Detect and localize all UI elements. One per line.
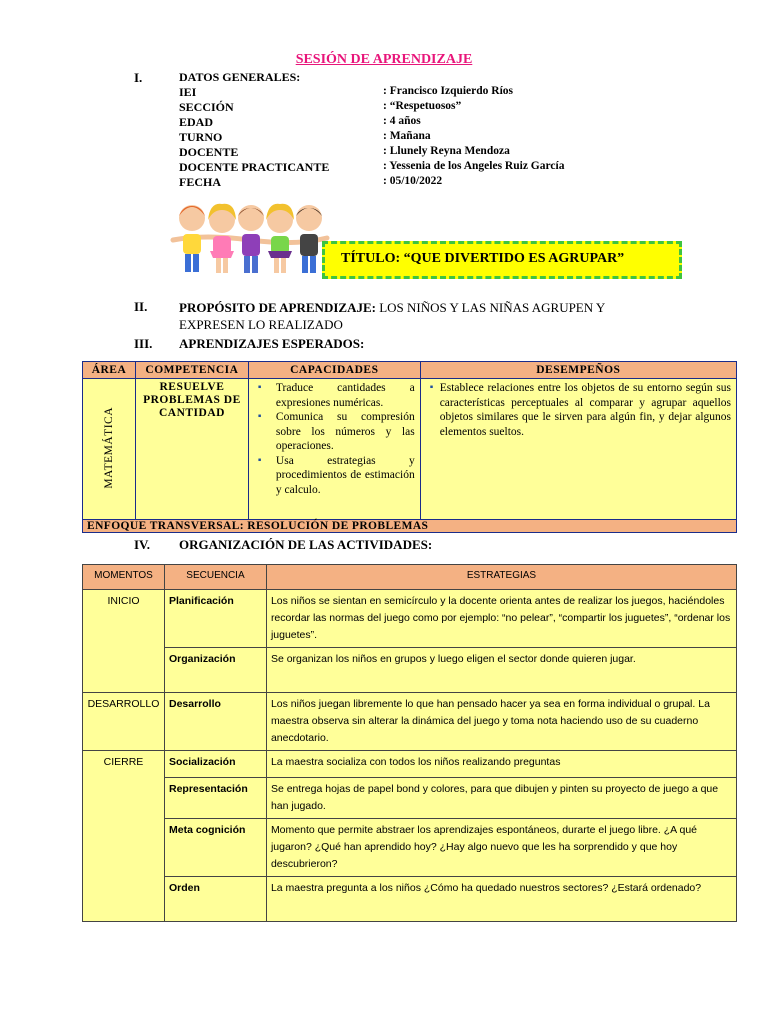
strategy-cell: Se entrega hojas de papel bond y colores, para que dibujen y pinten su proyecto de juego a que han jugado.: [266, 778, 736, 819]
area-cell: [83, 379, 136, 520]
sequence-cell: Representación: [164, 778, 266, 819]
table-header-row: [83, 565, 737, 590]
section2-numeral: II.: [134, 299, 148, 314]
field-label-docente-practicante: DOCENTE PRACTICANTE: [179, 160, 330, 174]
section2-heading: PROPÓSITO DE APRENDIZAJE:: [179, 300, 376, 315]
field-value-turno: : Mañana: [383, 130, 431, 142]
table-row: [83, 819, 737, 877]
strategy-cell: Se organizan los niños en grupos y luego eligen el sector donde quieren jugar.: [266, 648, 736, 693]
section2-text-line1: LOS NIÑOS Y LAS NIÑAS AGRUPEN Y: [375, 300, 606, 315]
table-row: [83, 751, 737, 778]
table-row: [83, 379, 737, 520]
moment-cierre-cont: [83, 877, 165, 922]
list-item: ▪ Establece relaciones entre los objetos de su entorno según sus características perceptuales al comparar y agrupar aquellos objetos similares que le sirven para algún fin, y dejar algunos elementos sueltos.: [426, 381, 731, 439]
section3-numeral: III.: [134, 336, 153, 351]
moment-inicio-cont: [83, 648, 165, 693]
section1-numeral: I.: [134, 70, 143, 85]
moment-inicio: INICIO: [83, 590, 165, 648]
table-row: [83, 877, 737, 922]
moment-cierre-cont: [83, 778, 165, 819]
sequence-cell: Orden: [164, 877, 266, 922]
field-label-fecha: FECHA: [179, 175, 221, 189]
sequence-cell: Socialización: [164, 751, 266, 778]
field-label-edad: EDAD: [179, 115, 214, 129]
field-label-docente: DOCENTE: [179, 145, 239, 159]
strategy-cell: La maestra socializa con todos los niños realizando preguntas: [266, 751, 736, 778]
sequence-cell: Meta cognición: [164, 819, 266, 877]
children-holding-hands-illustration: [165, 196, 335, 278]
list-item: ▪ Usa estrategias y procedimientos de estimación y calculo.: [254, 454, 415, 498]
list-item: ▪ Comunica su compresión sobre los números y las operaciones.: [254, 410, 415, 454]
header-estrategias: ESTRATEGIAS: [266, 565, 736, 590]
document-title: SESIÓN DE APRENDIZAJE: [295, 52, 473, 67]
header-capacidades: CAPACIDADES: [248, 362, 420, 379]
strategy-cell: La maestra pregunta a los niños ¿Cómo ha quedado nuestros sectores? ¿Estará ordenado?: [266, 877, 736, 922]
section2-purpose: [179, 299, 699, 333]
header-competencia: COMPETENCIA: [135, 362, 248, 379]
field-label-iei: IEI: [179, 85, 197, 99]
section3-heading: APRENDIZAJES ESPERADOS:: [179, 336, 365, 351]
table-row: [83, 648, 737, 693]
field-value-seccion: : “Respetuosos”: [383, 100, 462, 112]
section4-numeral: IV.: [134, 537, 151, 552]
strategy-cell: Los niños juegan libremente lo que han pensado hacer ya sea en forma individual o grupal. La maestra observa sin alterar la dinámica del juego y toma nota haciendo uso de su cuaderno anecdotario.: [266, 693, 736, 751]
learning-outcomes-table: [82, 361, 737, 533]
table-row: [83, 693, 737, 751]
sequence-cell: Desarrollo: [164, 693, 266, 751]
session-title-box: TÍTULO: “QUE DIVERTIDO ES AGRUPAR”: [322, 241, 682, 279]
header-momentos: MOMENTOS: [83, 565, 165, 590]
table-row: [83, 590, 737, 648]
section1-heading: DATOS GENERALES:: [179, 70, 301, 84]
moment-cierre: CIERRE: [83, 751, 165, 778]
enfoque-transversal: ENFOQUE TRANSVERSAL: RESOLUCIÓN DE PROBLEMAS: [83, 520, 737, 533]
section2-text-line2: EXPRESEN LO REALIZADO: [179, 317, 343, 332]
header-area: ÁREA: [83, 362, 136, 379]
moment-desarrollo: DESARROLLO: [83, 693, 165, 751]
field-value-edad: : 4 años: [383, 115, 421, 127]
field-value-docente: : Llunely Reyna Mendoza: [383, 145, 510, 157]
strategy-cell: Los niños se sientan en semicírculo y la docente orienta antes de realizar los juegos, haciéndoles recordar las normas del juego como por ejemplo: “no pelear”, “compartir los juguetes”, “ordenar los juguetes”.: [266, 590, 736, 648]
enfoque-row: [83, 520, 737, 533]
field-label-turno: TURNO: [179, 130, 223, 144]
section4-heading: ORGANIZACIÓN DE LAS ACTIVIDADES:: [179, 537, 433, 552]
field-value-fecha: : 05/10/2022: [383, 175, 443, 187]
sequence-cell: Organización: [164, 648, 266, 693]
table-row: [83, 778, 737, 819]
moment-cierre-cont: [83, 819, 165, 877]
strategy-cell: Momento que permite abstraer los aprendizajes espontáneos, durarte el juego libre. ¿A qué jugaron? ¿Qué han aprendido hoy? ¿Hay algo nuevo que les ha sorprendido y que hoy descubrieron?: [266, 819, 736, 877]
desempenos-cell: [420, 379, 736, 520]
area-label: MATEMÁTICA: [102, 406, 115, 489]
header-secuencia: SECUENCIA: [164, 565, 266, 590]
field-value-iei: : Francisco Izquierdo Ríos: [383, 85, 514, 97]
table-header-row: [83, 362, 737, 379]
capacidades-cell: [248, 379, 420, 520]
field-label-seccion: SECCIÓN: [179, 100, 234, 114]
sequence-cell: Planificación: [164, 590, 266, 648]
header-desempenos: DESEMPEÑOS: [420, 362, 736, 379]
competencia-cell: RESUELVE PROBLEMAS DE CANTIDAD: [135, 379, 248, 520]
activities-table: [82, 564, 737, 922]
list-item: ▪ Traduce cantidades a expresiones numéricas.: [254, 381, 415, 410]
field-value-docente-practicante: : Yessenia de los Angeles Ruiz García: [383, 160, 565, 172]
